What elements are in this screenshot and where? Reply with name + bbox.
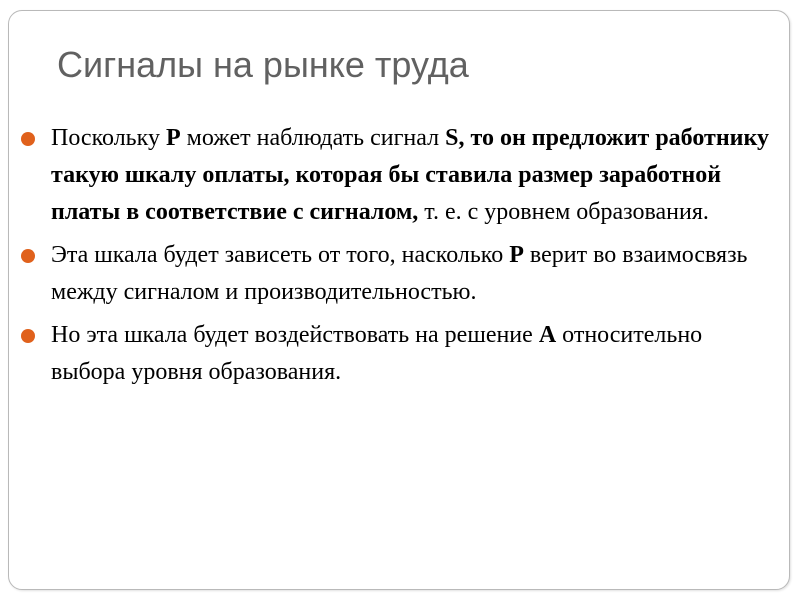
slide-frame	[8, 10, 790, 590]
bullet-item	[21, 317, 781, 391]
bullet-text-segment: Поскольку	[51, 125, 166, 151]
bullet-text-segment-bold: A	[538, 322, 557, 348]
bullet-dot-icon	[21, 329, 35, 343]
bullet-text-segment: Эта шкала будет зависеть от того, насколько	[51, 242, 510, 268]
bullet-dot-icon	[21, 249, 35, 263]
bullet-text-segment-bold: S, то он предложит работнику такую шкалу оплаты, которая бы ставила размер заработной платы в соответствие с сигналом,	[51, 125, 769, 225]
bullet-text-segment: относительно выбора уровня образования.	[51, 322, 703, 385]
bullet-item	[21, 237, 781, 311]
bullet-dot-icon	[21, 132, 35, 146]
slide-title: Сигналы на рынке труда	[57, 44, 469, 85]
bullet-text	[51, 322, 702, 385]
bullet-text	[51, 125, 769, 225]
bullet-text	[51, 242, 748, 305]
bullet-item	[21, 120, 781, 231]
bullet-list	[21, 120, 781, 397]
bullet-text-segment: т. е. с уровнем образования.	[418, 199, 709, 225]
bullet-text-segment: верит во взаимосвязь между сигналом и производительностью.	[51, 242, 748, 305]
bullet-text-segment-bold: P	[509, 242, 524, 268]
bullet-text-segment: может наблюдать сигнал	[180, 125, 446, 151]
bullet-text-segment-bold: P	[165, 125, 181, 151]
bullet-text-segment: Но эта шкала будет воздействовать на решение	[51, 322, 539, 348]
